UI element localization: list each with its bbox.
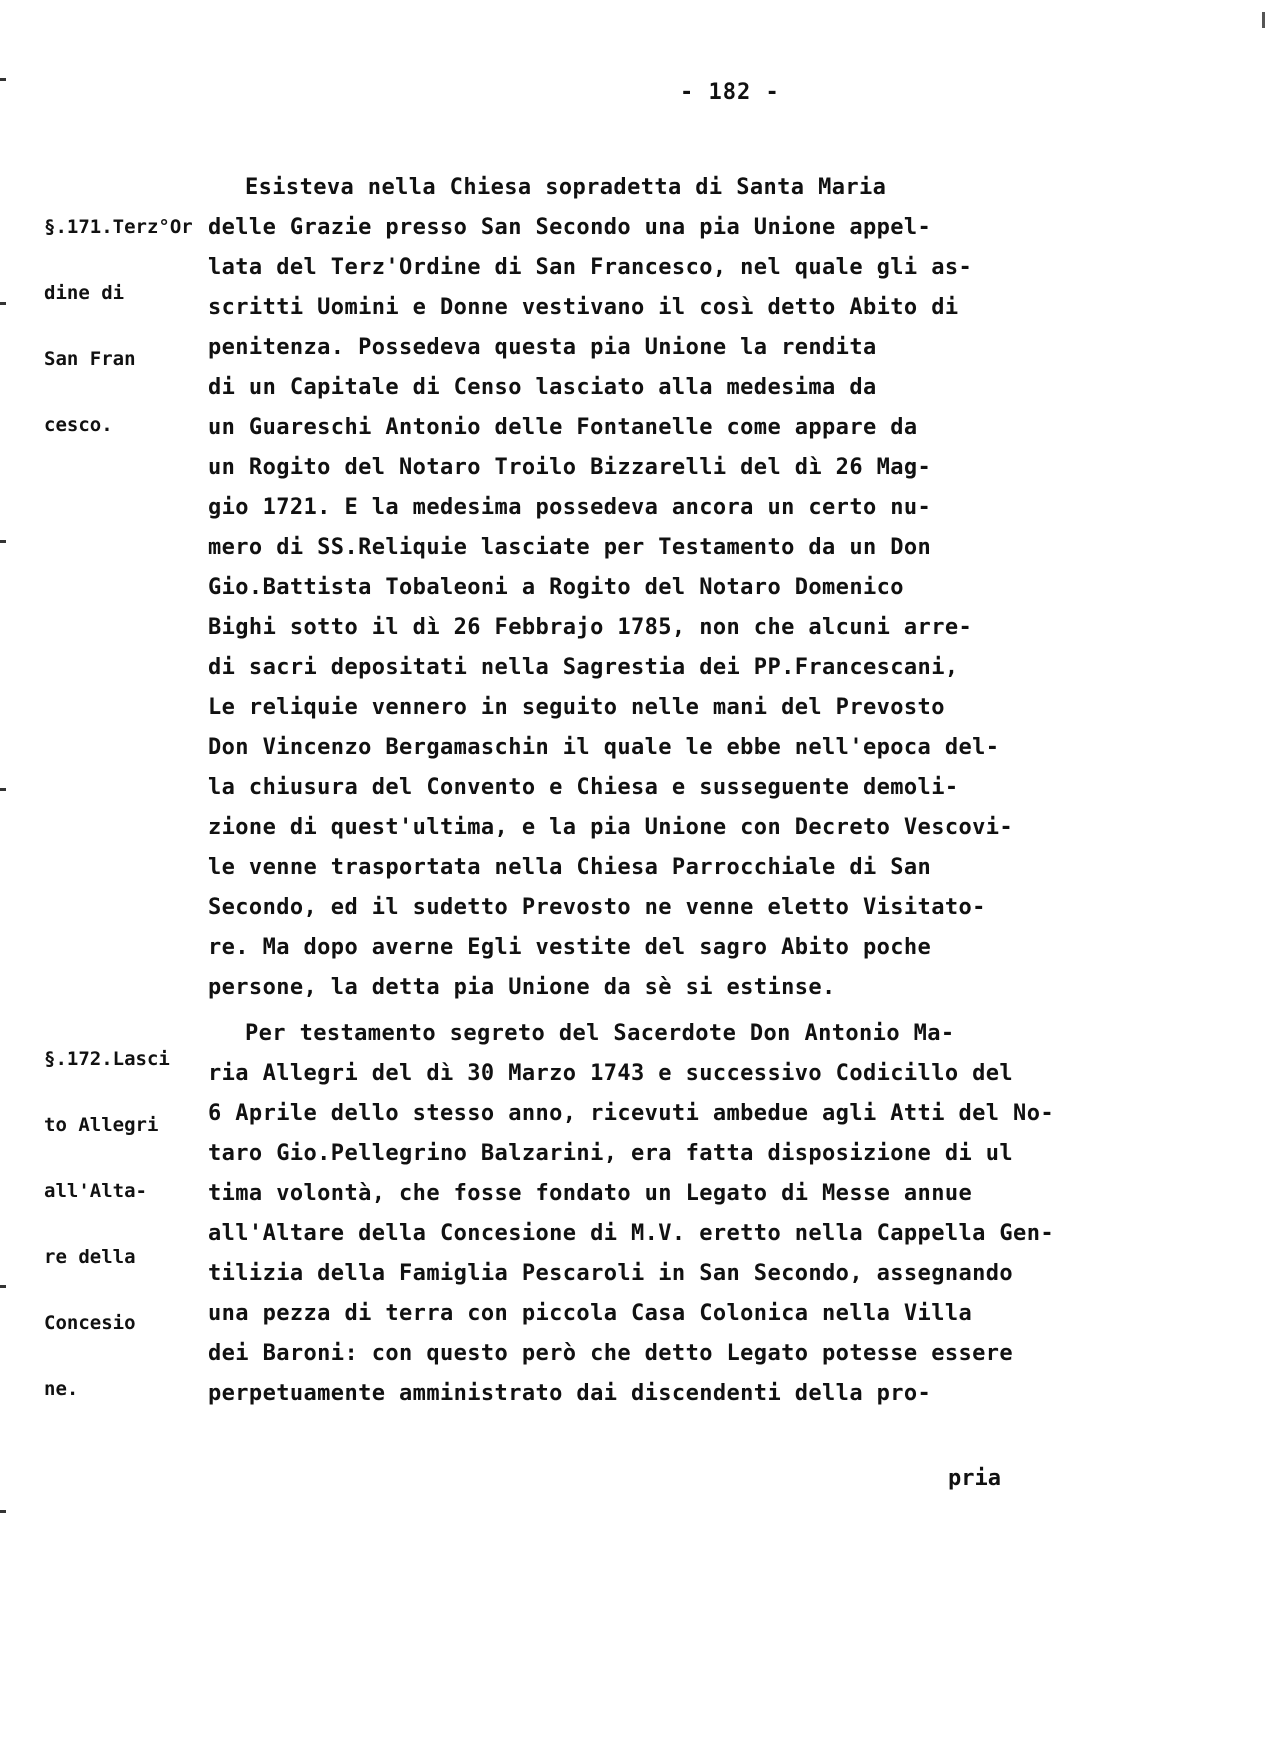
scan-mark bbox=[0, 540, 6, 543]
scan-mark bbox=[0, 302, 6, 305]
text-line: scritti Uomini e Donne vestivano il così detto Abito di bbox=[208, 295, 959, 320]
scan-mark bbox=[0, 1285, 6, 1288]
scan-mark bbox=[1262, 12, 1265, 28]
text-line: Gio.Battista Tobaleoni a Rogito del Notaro Domenico bbox=[208, 575, 904, 600]
margin-note-line: cesco. bbox=[44, 414, 113, 436]
page-number: - 182 - bbox=[680, 80, 780, 105]
text-line: la chiusura del Convento e Chiesa e susseguente demoli- bbox=[208, 775, 959, 800]
text-line: un Guareschi Antonio delle Fontanelle come appare da bbox=[208, 415, 918, 440]
text-line: le venne trasportata nella Chiesa Parrocchiale di San bbox=[208, 855, 932, 880]
text-line: penitenza. Possedeva questa pia Unione la rendita bbox=[208, 335, 877, 360]
margin-note-line: San Fran bbox=[44, 348, 136, 370]
margin-note-line: ne. bbox=[44, 1378, 79, 1400]
text-line: ria Allegri del dì 30 Marzo 1743 e successivo Codicillo del bbox=[208, 1061, 1014, 1086]
margin-note-172 bbox=[44, 1004, 170, 1444]
section-171 bbox=[208, 168, 1238, 1008]
scan-mark bbox=[0, 1510, 6, 1513]
text-line: Per testamento segreto del Sacerdote Don Antonio Ma- bbox=[245, 1021, 955, 1046]
text-line: lata del Terz'Ordine di San Francesco, nel quale gli as- bbox=[208, 255, 973, 280]
margin-note-line: re della bbox=[44, 1246, 136, 1268]
text-line: Secondo, ed il sudetto Prevosto ne venne eletto Visitato- bbox=[208, 895, 986, 920]
text-line: tilizia della Famiglia Pescaroli in San Secondo, assegnando bbox=[208, 1261, 1014, 1286]
margin-note-line: Concesio bbox=[44, 1312, 136, 1334]
body-text bbox=[208, 168, 1238, 1414]
margin-note-line: to Allegri bbox=[44, 1114, 159, 1136]
section-172 bbox=[208, 1014, 1238, 1414]
text-line: Don Vincenzo Bergamaschin il quale le ebbe nell'epoca del- bbox=[208, 735, 1000, 760]
scan-mark bbox=[0, 788, 6, 791]
text-line: dei Baroni: con questo però che detto Legato potesse essere bbox=[208, 1341, 1014, 1366]
margin-note-line: §.172.Lasci bbox=[44, 1048, 170, 1070]
text-line: Le reliquie vennero in seguito nelle mani del Prevosto bbox=[208, 695, 945, 720]
text-line: all'Altare della Concesione di M.V. eretto nella Cappella Gen- bbox=[208, 1221, 1054, 1246]
catchword: pria bbox=[948, 1466, 1001, 1491]
margin-note-171 bbox=[44, 172, 193, 480]
scan-mark bbox=[0, 78, 6, 81]
text-line: tima volontà, che fosse fondato un Legato di Messe annue bbox=[208, 1181, 973, 1206]
text-line: una pezza di terra con piccola Casa Colonica nella Villa bbox=[208, 1301, 973, 1326]
text-line: delle Grazie presso San Secondo una pia Unione appel- bbox=[208, 215, 932, 240]
text-line: di sacri depositati nella Sagrestia dei PP.Francescani, bbox=[208, 655, 959, 680]
margin-note-line: §.171.Terz°Or bbox=[44, 216, 193, 238]
text-line: re. Ma dopo averne Egli vestite del sagro Abito poche bbox=[208, 935, 932, 960]
margin-note-line: all'Alta- bbox=[44, 1180, 147, 1202]
text-line: mero di SS.Reliquie lasciate per Testamento da un Don bbox=[208, 535, 932, 560]
text-line: Esisteva nella Chiesa sopradetta di Santa Maria bbox=[245, 175, 887, 200]
text-line: persone, la detta pia Unione da sè si estinse. bbox=[208, 975, 836, 1000]
text-line: di un Capitale di Censo lasciato alla medesima da bbox=[208, 375, 877, 400]
text-line: gio 1721. E la medesima possedeva ancora un certo nu- bbox=[208, 495, 932, 520]
text-line: taro Gio.Pellegrino Balzarini, era fatta disposizione di ul bbox=[208, 1141, 1014, 1166]
margin-note-line: dine di bbox=[44, 282, 125, 304]
text-line: Bighi sotto il dì 26 Febbrajo 1785, non che alcuni arre- bbox=[208, 615, 973, 640]
text-line: zione di quest'ultima, e la pia Unione con Decreto Vescovi- bbox=[208, 815, 1014, 840]
text-line: 6 Aprile dello stesso anno, ricevuti ambedue agli Atti del No- bbox=[208, 1101, 1054, 1126]
text-line: perpetuamente amministrato dai discendenti della pro- bbox=[208, 1381, 932, 1406]
text-line: un Rogito del Notaro Troilo Bizzarelli del dì 26 Mag- bbox=[208, 455, 932, 480]
